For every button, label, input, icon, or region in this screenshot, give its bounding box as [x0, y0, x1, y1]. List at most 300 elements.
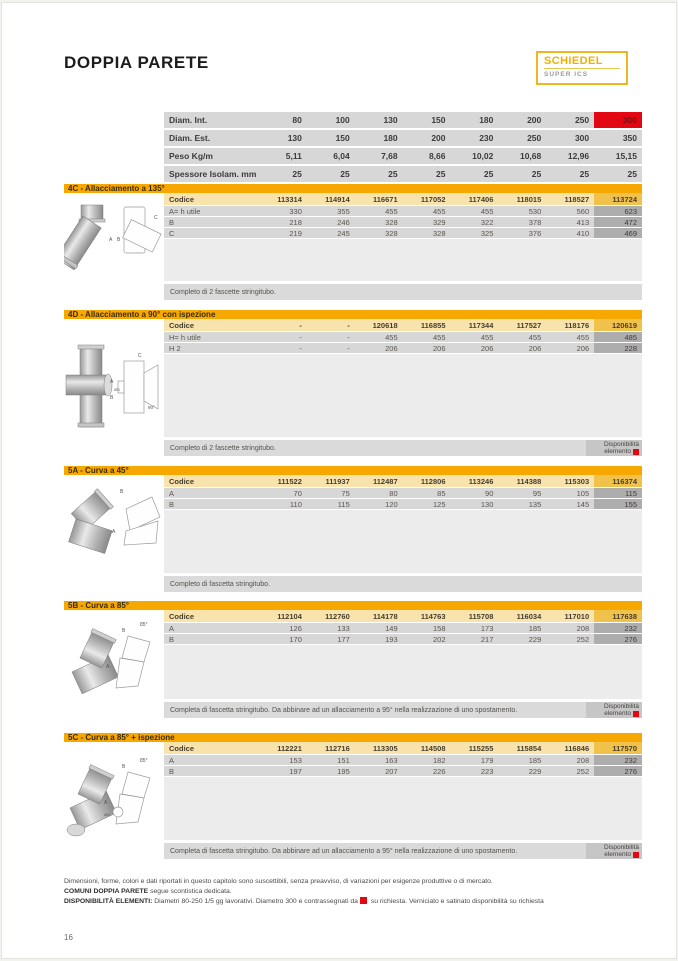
value-cell: 149: [355, 623, 403, 633]
value-cell: 179: [451, 755, 499, 765]
value-cell: 202: [403, 634, 451, 644]
product-figure-5c: [64, 742, 164, 859]
row-label: H 2: [164, 343, 259, 353]
note-text: Completo di 2 fascette stringitubo.: [170, 288, 276, 296]
value-cell: 206: [546, 343, 594, 353]
value-cell: 120619: [594, 319, 642, 331]
value-cell: 355: [307, 206, 355, 216]
value-cell: 223: [451, 766, 499, 776]
value-cell: 300: [594, 112, 642, 128]
value-cell: 455: [451, 206, 499, 216]
section-table: [164, 742, 642, 777]
dim-label-a: A: [106, 664, 110, 670]
value-cell: 117570: [594, 742, 642, 754]
value-cell: -: [307, 343, 355, 353]
value-cell: 185: [498, 755, 546, 765]
value-cell: 12,96: [546, 148, 594, 164]
value-cell: 112221: [259, 742, 307, 754]
table-panel: [164, 510, 642, 573]
value-cell: 560: [546, 206, 594, 216]
dim-label-angle: 85°: [140, 758, 148, 764]
dim-label-b: B: [120, 489, 124, 495]
value-cell: 329: [403, 217, 451, 227]
red-square-icon: [633, 711, 639, 717]
product-photo: [66, 345, 112, 427]
value-cell: 623: [594, 206, 642, 216]
value-cell: 455: [355, 206, 403, 216]
section-header: 4C - Allacciamento a 135°: [64, 184, 642, 193]
value-cell: 90: [451, 488, 499, 498]
section-table: [164, 610, 642, 645]
value-cell: 245: [307, 228, 355, 238]
product-figure-5a: [64, 475, 164, 592]
footer-notes: [64, 877, 632, 907]
table-panel: [164, 777, 642, 840]
value-cell: 115: [307, 499, 355, 509]
logo-brand-text: SCHIEDEL: [544, 55, 603, 67]
value-cell: 410: [546, 228, 594, 238]
value-cell: 208: [546, 755, 594, 765]
value-cell: 200: [403, 130, 451, 146]
value-cell: 163: [355, 755, 403, 765]
technical-drawing: [123, 207, 161, 253]
row-label: B: [164, 217, 259, 227]
section-body: [64, 742, 642, 859]
row-label: Codice: [164, 742, 259, 754]
value-cell: 350: [594, 130, 642, 146]
value-cell: 153: [259, 755, 307, 765]
row-label: C: [164, 228, 259, 238]
value-cell: 114388: [498, 475, 546, 487]
value-cell: 133: [307, 623, 355, 633]
product-photo: [72, 629, 118, 694]
value-cell: 232: [594, 623, 642, 633]
value-cell: 115255: [451, 742, 499, 754]
product-figure-4c: [64, 193, 164, 300]
note-bar: [164, 576, 642, 592]
table-row: [164, 610, 642, 622]
value-cell: 116374: [594, 475, 642, 487]
table-row: [164, 148, 642, 164]
row-label: Diam. Int.: [164, 112, 259, 128]
product-photo: [69, 489, 114, 554]
value-cell: 8,66: [403, 148, 451, 164]
badge-line2: elemento: [604, 448, 631, 455]
value-cell: 455: [498, 332, 546, 342]
logo-divider: [544, 68, 620, 69]
section-table-column: [164, 475, 642, 592]
schiedel-logo: [536, 51, 628, 85]
value-cell: 120: [355, 499, 403, 509]
dim-label-b: B: [122, 764, 126, 770]
value-cell: 75: [307, 488, 355, 498]
section-table: [164, 319, 642, 354]
badge-line1: Disponibilità: [603, 441, 639, 448]
red-square-icon: [633, 852, 639, 858]
value-cell: 85: [403, 488, 451, 498]
red-square-icon: [360, 897, 367, 904]
value-cell: 5,11: [259, 148, 307, 164]
section-body: [64, 610, 642, 718]
value-cell: 115854: [498, 742, 546, 754]
value-cell: 105: [546, 488, 594, 498]
footer-line3: DISPONIBILITÀ ELEMENTI: Diametri 80-250 1/5 gg lavorativi. Diametro 300 e contrassegnati da su richiesta. Verniciato e satinato disponibilità su richiesta: [64, 898, 544, 905]
value-cell: 206: [355, 343, 403, 353]
value-cell: 70: [259, 488, 307, 498]
value-cell: 206: [451, 343, 499, 353]
logo-product-text: SUPER ICS: [544, 71, 589, 78]
dim-label-b: B: [117, 237, 121, 243]
value-cell: 112760: [307, 610, 355, 622]
value-cell: 130: [355, 112, 403, 128]
table-row: [164, 112, 642, 128]
value-cell: 25: [307, 166, 355, 182]
value-cell: 112716: [307, 742, 355, 754]
value-cell: 115708: [451, 610, 499, 622]
section-5a: [64, 466, 642, 591]
elbow-85-illustration: [64, 610, 164, 713]
value-cell: 328: [355, 217, 403, 227]
value-cell: 115: [594, 488, 642, 498]
row-label: Codice: [164, 319, 259, 331]
value-cell: 206: [403, 343, 451, 353]
value-cell: 276: [594, 634, 642, 644]
section-header: 4D - Allacciamento a 90° con ispezione: [64, 310, 642, 319]
value-cell: 125: [403, 499, 451, 509]
value-cell: 455: [451, 332, 499, 342]
badge-line2: elemento: [604, 710, 631, 717]
red-square-icon: [633, 449, 639, 455]
product-figure-5b: [64, 610, 164, 718]
value-cell: 230: [451, 130, 499, 146]
product-photo: [67, 765, 116, 836]
value-cell: 113314: [259, 193, 307, 205]
value-cell: 378: [498, 217, 546, 227]
availability-badge: [586, 702, 642, 718]
value-cell: 110: [259, 499, 307, 509]
note-text: Completo di 2 fascette stringitubo.: [170, 444, 276, 452]
value-cell: -: [259, 332, 307, 342]
section-5b: [64, 601, 642, 717]
value-cell: 170: [259, 634, 307, 644]
section-4d: [64, 310, 642, 455]
value-cell: 25: [594, 166, 642, 182]
section-table: [164, 193, 642, 239]
footer-line1: Dimensioni, forme, colori e dati riportati in questo capitolo sono suscettibili, senza preavviso, di variazioni per esigenze produttive o di mercato.: [64, 878, 493, 885]
section-4c: [64, 184, 642, 299]
value-cell: 116671: [355, 193, 403, 205]
value-cell: 114763: [403, 610, 451, 622]
value-cell: 135: [498, 499, 546, 509]
catalog-page: [1, 2, 677, 959]
table-row: [164, 755, 642, 765]
value-cell: 25: [259, 166, 307, 182]
value-cell: 150: [403, 112, 451, 128]
table-panel: [164, 645, 642, 699]
value-cell: -: [307, 332, 355, 342]
row-label: A: [164, 755, 259, 765]
value-cell: 250: [498, 130, 546, 146]
value-cell: 330: [259, 206, 307, 216]
value-cell: 114914: [307, 193, 355, 205]
dim-label-c: C: [154, 215, 158, 221]
footer-line2: COMUNI DOPPIA PARETE segue scontistica dedicata.: [64, 888, 232, 895]
note-text: Completo di fascetta stringitubo.: [170, 580, 270, 588]
value-cell: 195: [307, 766, 355, 776]
value-cell: 111937: [307, 475, 355, 487]
row-label: B: [164, 499, 259, 509]
technical-drawing: [113, 772, 150, 824]
dim-label-a: A: [110, 379, 114, 385]
value-cell: 455: [403, 332, 451, 342]
technical-drawing: [116, 636, 150, 688]
value-cell: 455: [403, 206, 451, 216]
value-cell: 112806: [403, 475, 451, 487]
row-label: Codice: [164, 610, 259, 622]
value-cell: 151: [307, 755, 355, 765]
table-row: [164, 634, 642, 644]
spec-table: [164, 112, 642, 184]
note-bar: [164, 843, 642, 859]
value-cell: 180: [451, 112, 499, 128]
section-body: [64, 193, 642, 300]
value-cell: 226: [403, 766, 451, 776]
value-cell: 155: [594, 499, 642, 509]
section-header: 5B - Curva a 85°: [64, 601, 642, 610]
value-cell: 180: [355, 130, 403, 146]
value-cell: 25: [451, 166, 499, 182]
value-cell: 117406: [451, 193, 499, 205]
dim-label-diameter: ØD: [104, 812, 110, 817]
value-cell: -: [307, 319, 355, 331]
dim-label-diameter: ØD: [114, 387, 120, 392]
row-label: Peso Kg/m: [164, 148, 259, 164]
section-body: [64, 319, 642, 456]
availability-badge: [586, 440, 642, 456]
row-label: Diam. Est.: [164, 130, 259, 146]
table-row: [164, 332, 642, 342]
value-cell: 113724: [594, 193, 642, 205]
value-cell: 6,04: [307, 148, 355, 164]
value-cell: 328: [355, 228, 403, 238]
dim-label-b: B: [110, 395, 114, 401]
value-cell: 95: [498, 488, 546, 498]
table-row: [164, 228, 642, 238]
value-cell: 218: [259, 217, 307, 227]
value-cell: 197: [259, 766, 307, 776]
value-cell: 118527: [546, 193, 594, 205]
value-cell: 118176: [546, 319, 594, 331]
value-cell: 114508: [403, 742, 451, 754]
value-cell: 177: [307, 634, 355, 644]
table-row: [164, 193, 642, 205]
note-bar: [164, 284, 642, 300]
value-cell: 200: [498, 112, 546, 128]
value-cell: 413: [546, 217, 594, 227]
section-table-column: [164, 610, 642, 718]
value-cell: 120618: [355, 319, 403, 331]
badge-line2: elemento: [604, 851, 631, 858]
value-cell: 250: [546, 112, 594, 128]
value-cell: 15,15: [594, 148, 642, 164]
value-cell: 276: [594, 766, 642, 776]
value-cell: 469: [594, 228, 642, 238]
value-cell: 246: [307, 217, 355, 227]
dim-label-angle: 85°: [140, 622, 148, 628]
table-row: [164, 766, 642, 776]
page-title: DOPPIA PARETE: [64, 53, 209, 72]
table-row: [164, 319, 642, 331]
value-cell: 322: [451, 217, 499, 227]
dim-label-a: A: [112, 529, 116, 535]
value-cell: 113305: [355, 742, 403, 754]
value-cell: 118015: [498, 193, 546, 205]
value-cell: 130: [451, 499, 499, 509]
table-row: [164, 166, 642, 182]
section-table-column: [164, 193, 642, 300]
value-cell: 130: [259, 130, 307, 146]
table-row: [164, 343, 642, 353]
value-cell: 117344: [451, 319, 499, 331]
row-label: A= h utile: [164, 206, 259, 216]
value-cell: 455: [355, 332, 403, 342]
table-panel: [164, 239, 642, 281]
section-header: 5C - Curva a 85° + ispezione: [64, 733, 642, 742]
value-cell: 80: [259, 112, 307, 128]
dim-label-a: A: [104, 800, 108, 806]
value-cell: 25: [403, 166, 451, 182]
value-cell: 193: [355, 634, 403, 644]
value-cell: 150: [307, 130, 355, 146]
note-bar: [164, 440, 642, 456]
value-cell: 114178: [355, 610, 403, 622]
value-cell: 145: [546, 499, 594, 509]
value-cell: 173: [451, 623, 499, 633]
value-cell: 207: [355, 766, 403, 776]
note-text: Completa di fascetta stringitubo. Da abbinare ad un allacciamento a 95° nella realizzazione di uno spostamento.: [170, 706, 518, 714]
product-figure-4d: [64, 319, 164, 456]
value-cell: 325: [451, 228, 499, 238]
value-cell: 252: [546, 766, 594, 776]
row-label: A: [164, 623, 259, 633]
badge-line1: Disponibilità: [603, 844, 639, 851]
section-5c: [64, 733, 642, 858]
dim-label-a: A: [109, 237, 113, 243]
page-number: 16: [64, 933, 73, 942]
value-cell: 117638: [594, 610, 642, 622]
elbow-85-inspection-illustration: [64, 742, 164, 854]
section-table-column: [164, 319, 642, 456]
value-cell: 117527: [498, 319, 546, 331]
value-cell: 217: [451, 634, 499, 644]
value-cell: 7,68: [355, 148, 403, 164]
value-cell: 117010: [546, 610, 594, 622]
row-label: B: [164, 634, 259, 644]
value-cell: 25: [498, 166, 546, 182]
row-label: A: [164, 488, 259, 498]
table-row: [164, 499, 642, 509]
value-cell: 80: [355, 488, 403, 498]
row-label: Codice: [164, 475, 259, 487]
note-bar: [164, 702, 642, 718]
dim-label-b: B: [122, 628, 126, 634]
table-row: [164, 623, 642, 633]
table-row: [164, 475, 642, 487]
value-cell: 300: [546, 130, 594, 146]
value-cell: 206: [498, 343, 546, 353]
value-cell: 219: [259, 228, 307, 238]
section-body: [64, 475, 642, 592]
value-cell: 116034: [498, 610, 546, 622]
tee-135-illustration: [64, 193, 164, 295]
product-photo: [64, 205, 105, 270]
row-label: Spessore Isolam. mm: [164, 166, 259, 182]
table-row: [164, 742, 642, 754]
value-cell: -: [259, 343, 307, 353]
value-cell: -: [259, 319, 307, 331]
table-row: [164, 488, 642, 498]
value-cell: 116855: [403, 319, 451, 331]
value-cell: 113246: [451, 475, 499, 487]
value-cell: 252: [546, 634, 594, 644]
value-cell: 229: [498, 766, 546, 776]
value-cell: 115303: [546, 475, 594, 487]
value-cell: 228: [594, 343, 642, 353]
value-cell: 116846: [546, 742, 594, 754]
dim-label-c: C: [138, 353, 142, 359]
elbow-45-illustration: [64, 475, 164, 587]
table-row: [164, 130, 642, 146]
badge-line1: Disponibilità: [603, 703, 639, 710]
value-cell: 376: [498, 228, 546, 238]
tee-90-inspection-illustration: [64, 319, 164, 451]
row-label: Codice: [164, 193, 259, 205]
table-row: [164, 217, 642, 227]
row-label: H= h utile: [164, 332, 259, 342]
value-cell: 25: [546, 166, 594, 182]
value-cell: 185: [498, 623, 546, 633]
section-header: 5A - Curva a 45°: [64, 466, 642, 475]
value-cell: 126: [259, 623, 307, 633]
table-row: [164, 206, 642, 216]
note-text: Completa di fascetta stringitubo. Da abbinare ad un allacciamento a 95° nella realizzazione di uno spostamento.: [170, 847, 518, 855]
value-cell: 117052: [403, 193, 451, 205]
availability-badge: [586, 843, 642, 859]
value-cell: 232: [594, 755, 642, 765]
value-cell: 112487: [355, 475, 403, 487]
row-label: B: [164, 766, 259, 776]
value-cell: 112104: [259, 610, 307, 622]
value-cell: 10,02: [451, 148, 499, 164]
value-cell: 208: [546, 623, 594, 633]
value-cell: 158: [403, 623, 451, 633]
value-cell: 530: [498, 206, 546, 216]
section-table-column: [164, 742, 642, 859]
value-cell: 111522: [259, 475, 307, 487]
value-cell: 485: [594, 332, 642, 342]
value-cell: 100: [307, 112, 355, 128]
value-cell: 25: [355, 166, 403, 182]
value-cell: 455: [546, 332, 594, 342]
table-panel: [164, 354, 642, 437]
value-cell: 10,68: [498, 148, 546, 164]
value-cell: 182: [403, 755, 451, 765]
value-cell: 229: [498, 634, 546, 644]
technical-drawing: [124, 497, 160, 545]
value-cell: 472: [594, 217, 642, 227]
dim-label-angle: 90°: [148, 405, 155, 410]
value-cell: 328: [403, 228, 451, 238]
